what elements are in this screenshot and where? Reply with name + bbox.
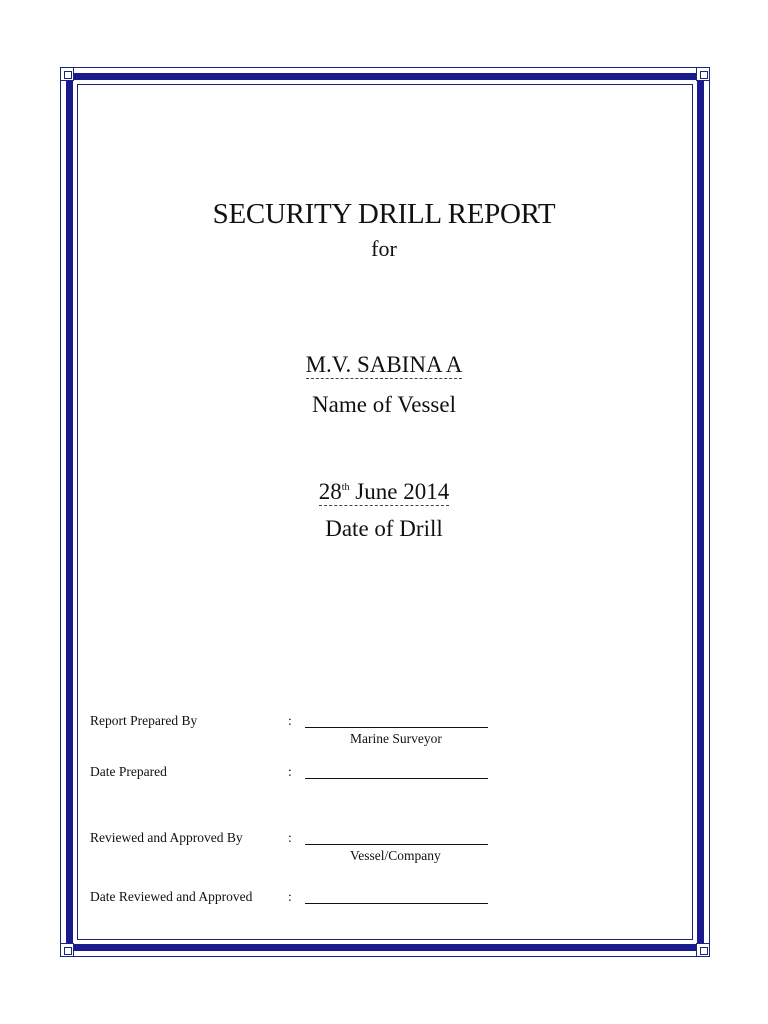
corner-ornament	[696, 943, 710, 957]
signoff-label: Reviewed and Approved By	[90, 830, 243, 845]
signoff-colon: :	[288, 889, 292, 904]
corner-ornament	[696, 67, 710, 81]
drill-date-label: Date of Drill	[325, 516, 443, 541]
drill-date-day: 28	[318, 479, 342, 504]
vessel-name-value: M.V. SABINA A	[305, 352, 463, 377]
corner-ornament	[60, 943, 74, 957]
signoff-colon: :	[288, 764, 292, 779]
vessel-name	[0, 352, 768, 378]
report-title: SECURITY DRILL REPORT	[212, 198, 556, 230]
signature-line[interactable]	[305, 889, 488, 904]
signature-line[interactable]	[305, 830, 488, 845]
corner-ornament	[60, 67, 74, 81]
drill-date	[0, 479, 768, 505]
signoff-colon: :	[288, 713, 292, 728]
signoff-sublabel: Marine Surveyor	[350, 731, 442, 746]
signoff-colon: :	[288, 830, 292, 845]
signoff-label: Date Prepared	[90, 764, 167, 779]
signature-line[interactable]	[305, 713, 488, 728]
drill-date-value	[319, 479, 449, 506]
drill-date-rest: June 2014	[355, 479, 450, 504]
signature-line[interactable]	[305, 764, 488, 779]
signoff-sublabel: Vessel/Company	[350, 848, 441, 863]
report-subtitle: for	[371, 236, 397, 261]
drill-date-suffix: th	[341, 482, 350, 493]
signoff-label: Date Reviewed and Approved	[90, 889, 253, 904]
vessel-name-label: Name of Vessel	[312, 392, 456, 417]
signoff-label: Report Prepared By	[90, 713, 198, 728]
